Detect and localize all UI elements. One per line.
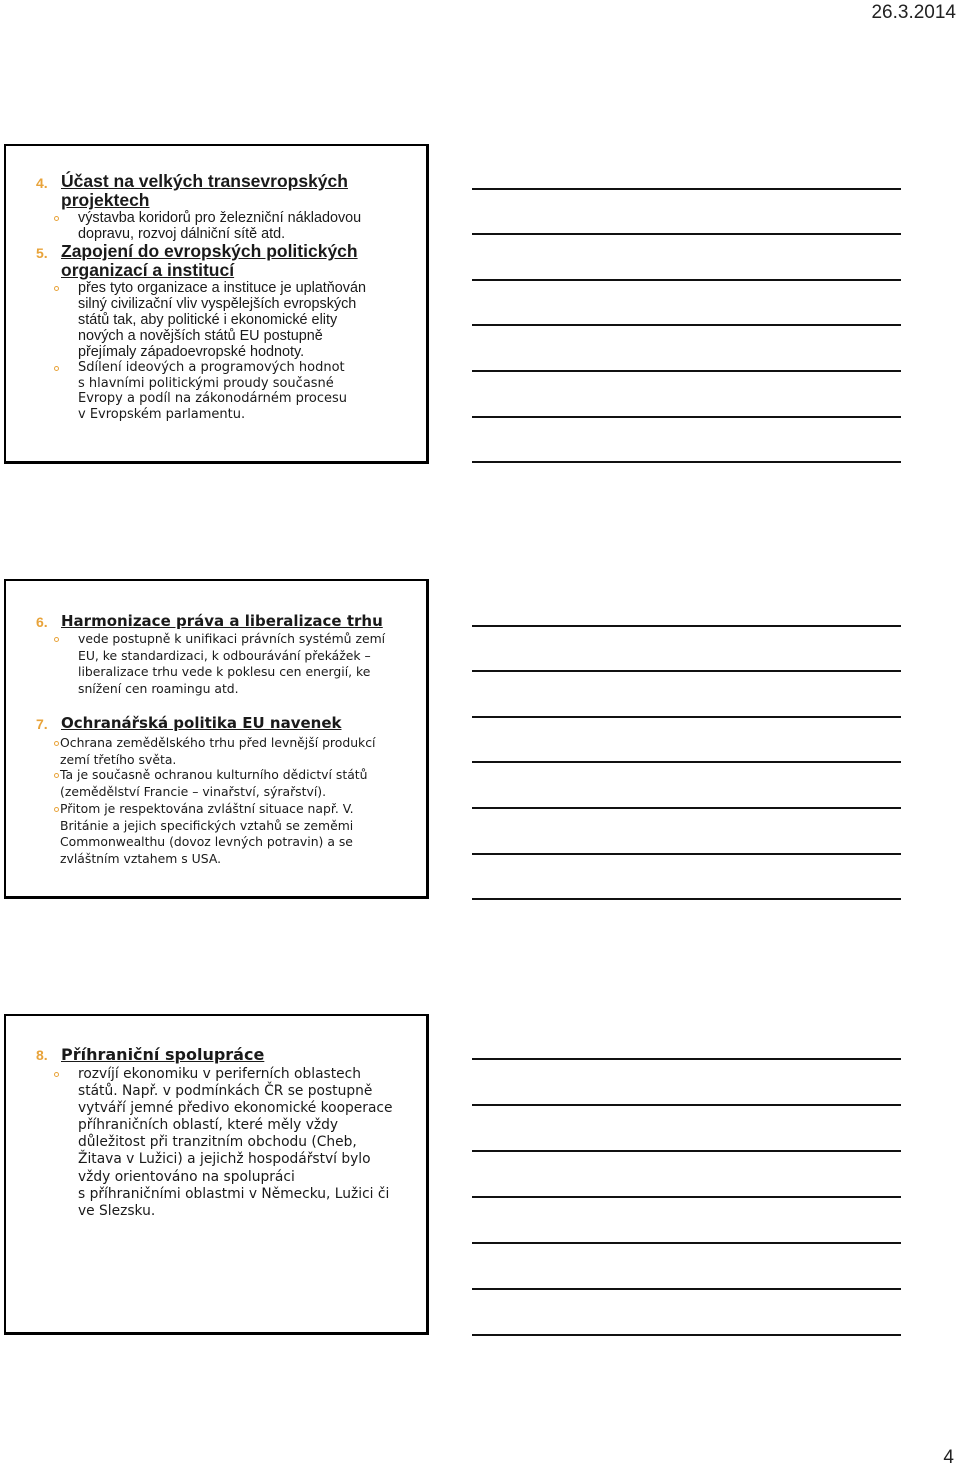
slide-2 [4,579,429,899]
note-line [472,761,901,763]
bullet-marker [54,807,59,812]
bullet-marker [54,216,59,221]
note-line [472,461,901,463]
item-number: 6. [36,614,48,630]
header-date: 26.3.2014 [871,2,956,23]
note-line [472,188,901,190]
bullet-marker [54,637,59,642]
item-number: 4. [36,175,48,191]
note-line [472,807,901,809]
item-number: 7. [36,716,48,732]
note-line [472,233,901,235]
bullet-text: Ochrana zemědělského trhu před levnější produkcí zemí třetího světa. [60,735,376,767]
note-line [472,853,901,855]
slide-3 [4,1014,429,1335]
item-title: Účast na velkých transevropských projektech [61,171,348,210]
note-line [472,670,901,672]
bullet-text: Přitom je respektována zvláštní situace např. V. Británie a jejich specifických vztahů se zeměmi Commonwealthu (dovoz levných potravin) a se zvláštním vztahem s USA. [60,801,354,866]
note-line [472,279,901,281]
bullet-text: Sdílení ideových a programových hodnot s hlavními politickými proudy současné Evropy a podíl na zákonodárném procesu v Evropském parlamentu. [78,360,348,422]
item-title: Zapojení do evropských politických organizací a institucí [61,241,358,280]
bullet-text: přes tyto organizace a instituce je uplatňován silný civilizační vliv vyspělejších evropských států tak, aby politické i ekonomické elity nových a novějších států EU postupně přejímaly západoevropské hodnoty. [78,280,366,360]
bullet-marker [54,741,59,746]
note-line [472,716,901,718]
bullet-marker [54,773,59,778]
bullet-text: rozvíjí ekonomiku v periferních oblastech států. Např. v podmínkách ČR se postupně vytváří jemné předivo ekonomické kooperace příhraničních oblastí, které měly vždy důležitost při tranzitním obchodu (Cheb, Žitava v Lužici) a jejichž hospodářství bylo vždy orientováno na spolupráci s příhraničními oblastmi v Německu, Lužici či ve Slezsku. [78,1066,393,1219]
note-line [472,1150,901,1152]
item-title: Příhraniční spolupráce [61,1045,265,1064]
bullet-text: Ta je současně ochranou kulturního dědictví států (zemědělství Francie – vinařství, sýrařství). [60,767,368,799]
item-title: Ochranářská politika EU navenek [61,714,342,732]
note-line [472,370,901,372]
bullet-marker [54,286,59,291]
note-line [472,1334,901,1336]
item-number: 5. [36,245,48,261]
note-line [472,1058,901,1060]
note-line [472,416,901,418]
item-number: 8. [36,1047,48,1063]
note-line [472,1242,901,1244]
note-line [472,1104,901,1106]
note-line [472,1196,901,1198]
bullet-text: vede postupně k unifikaci právních systémů zemí EU, ke standardizaci, k odbourávání překážek – liberalizace trhu vede k poklesu cen energií, ke snížení cen roamingu atd. [78,631,386,696]
note-line [472,1288,901,1290]
bullet-text: výstavba koridorů pro železniční nákladovou dopravu, rozvoj dálniční sítě atd. [78,210,362,242]
note-line [472,625,901,627]
item-title: Harmonizace práva a liberalizace trhu [61,612,383,630]
slide-1 [4,144,429,464]
bullet-marker [54,1072,59,1077]
note-line [472,324,901,326]
page-number: 4 [943,1447,954,1468]
note-line [472,898,901,900]
bullet-marker [54,366,59,371]
